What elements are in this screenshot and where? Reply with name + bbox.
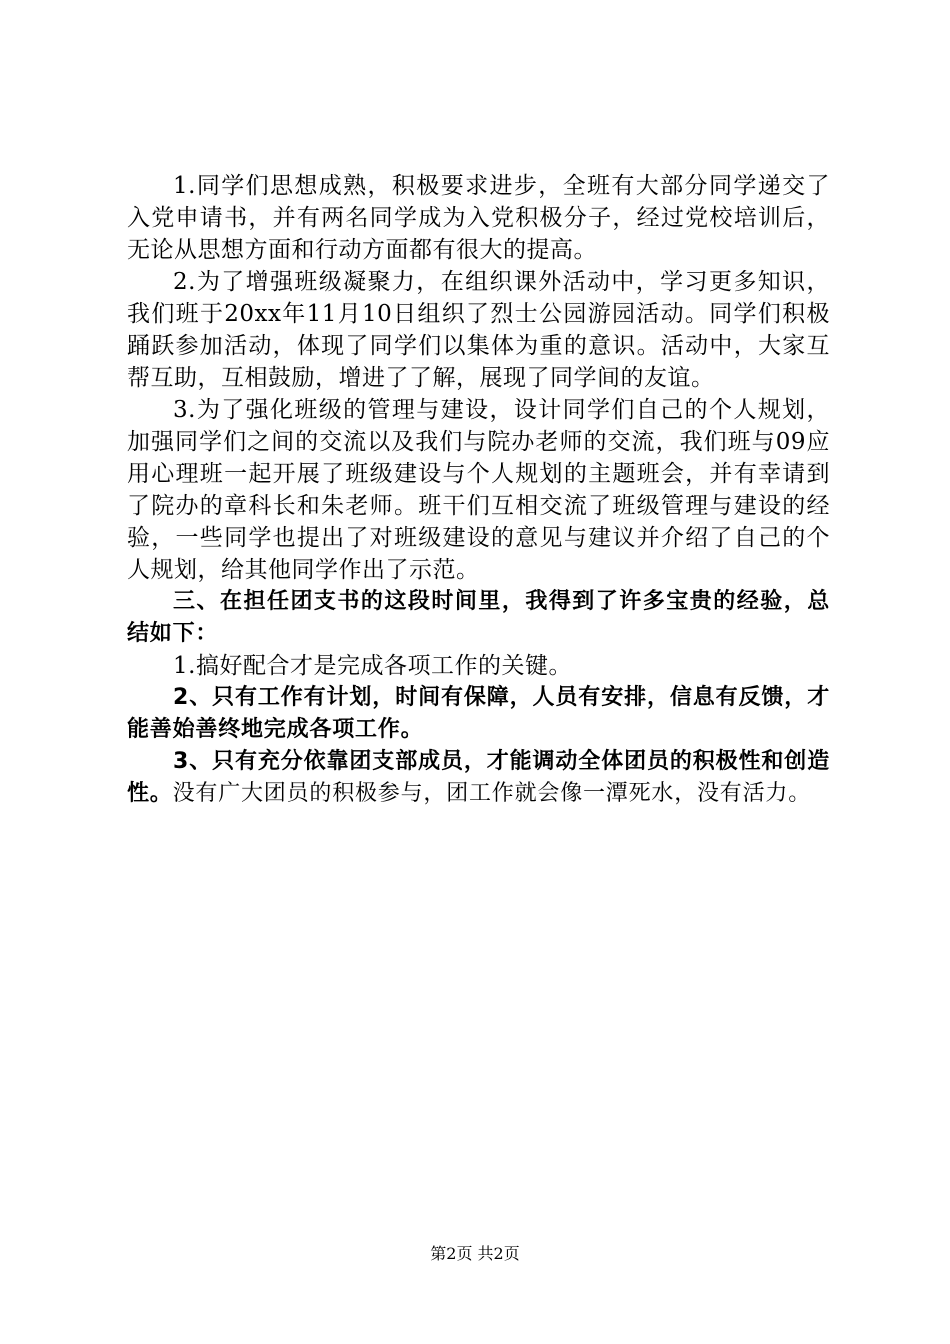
paragraph-3: 3.为了强化班级的管理与建设，设计同学们自己的个人规划，加强同学们之间的交流以及我们与院办老师的交流，我们班与09应用心理班一起开展了班级建设与个人规划的主题班会，并有幸请到了院办的章科长和朱老师。班干们互相交流了班级管理与建设的经验，一些同学也提出了对班级建设的意见与建议并介绍了自己的个人规划，给其他同学作出了示范。 [127, 397, 830, 583]
paragraph-4: 1.搞好配合才是完成各项工作的关键。 [173, 653, 572, 679]
document-body [127, 170, 830, 810]
section-heading-3: 三、在担任团支书的这段时间里，我得到了许多宝贵的经验，总结如下： [127, 589, 830, 646]
page-footer: 第2页 共2页 [430, 1244, 520, 1263]
paragraph-6-plain-part: 没有广大团员的积极参与，团工作就会像一潭死水，没有活力。 [172, 781, 812, 806]
paragraph-2: 2.为了增强班级凝聚力，在组织课外活动中，学习更多知识，我们班于20xx年11月10日组织了烈士公园游园活动。同学们积极踊跃参加活动，体现了同学们以集体为重的意识。活动中，大家互帮互助，互相鼓励，增进了了解，展现了同学间的友谊。 [127, 269, 830, 391]
paragraph-5: 2、只有工作有计划，时间有保障，人员有安排，信息有反馈，才能善始善终地完成各项工作。 [127, 685, 830, 742]
paragraph-6-bold-part: 3、只有充分依靠团支部成员，才能调动全体团员的积极性和创造性。 [127, 749, 830, 806]
paragraph-1: 1.同学们思想成熟，积极要求进步，全班有大部分同学递交了入党申请书，并有两名同学成为入党积极分子，经过党校培训后，无论从思想方面和行动方面都有很大的提高。 [127, 173, 830, 263]
paragraph-6 [127, 746, 830, 810]
